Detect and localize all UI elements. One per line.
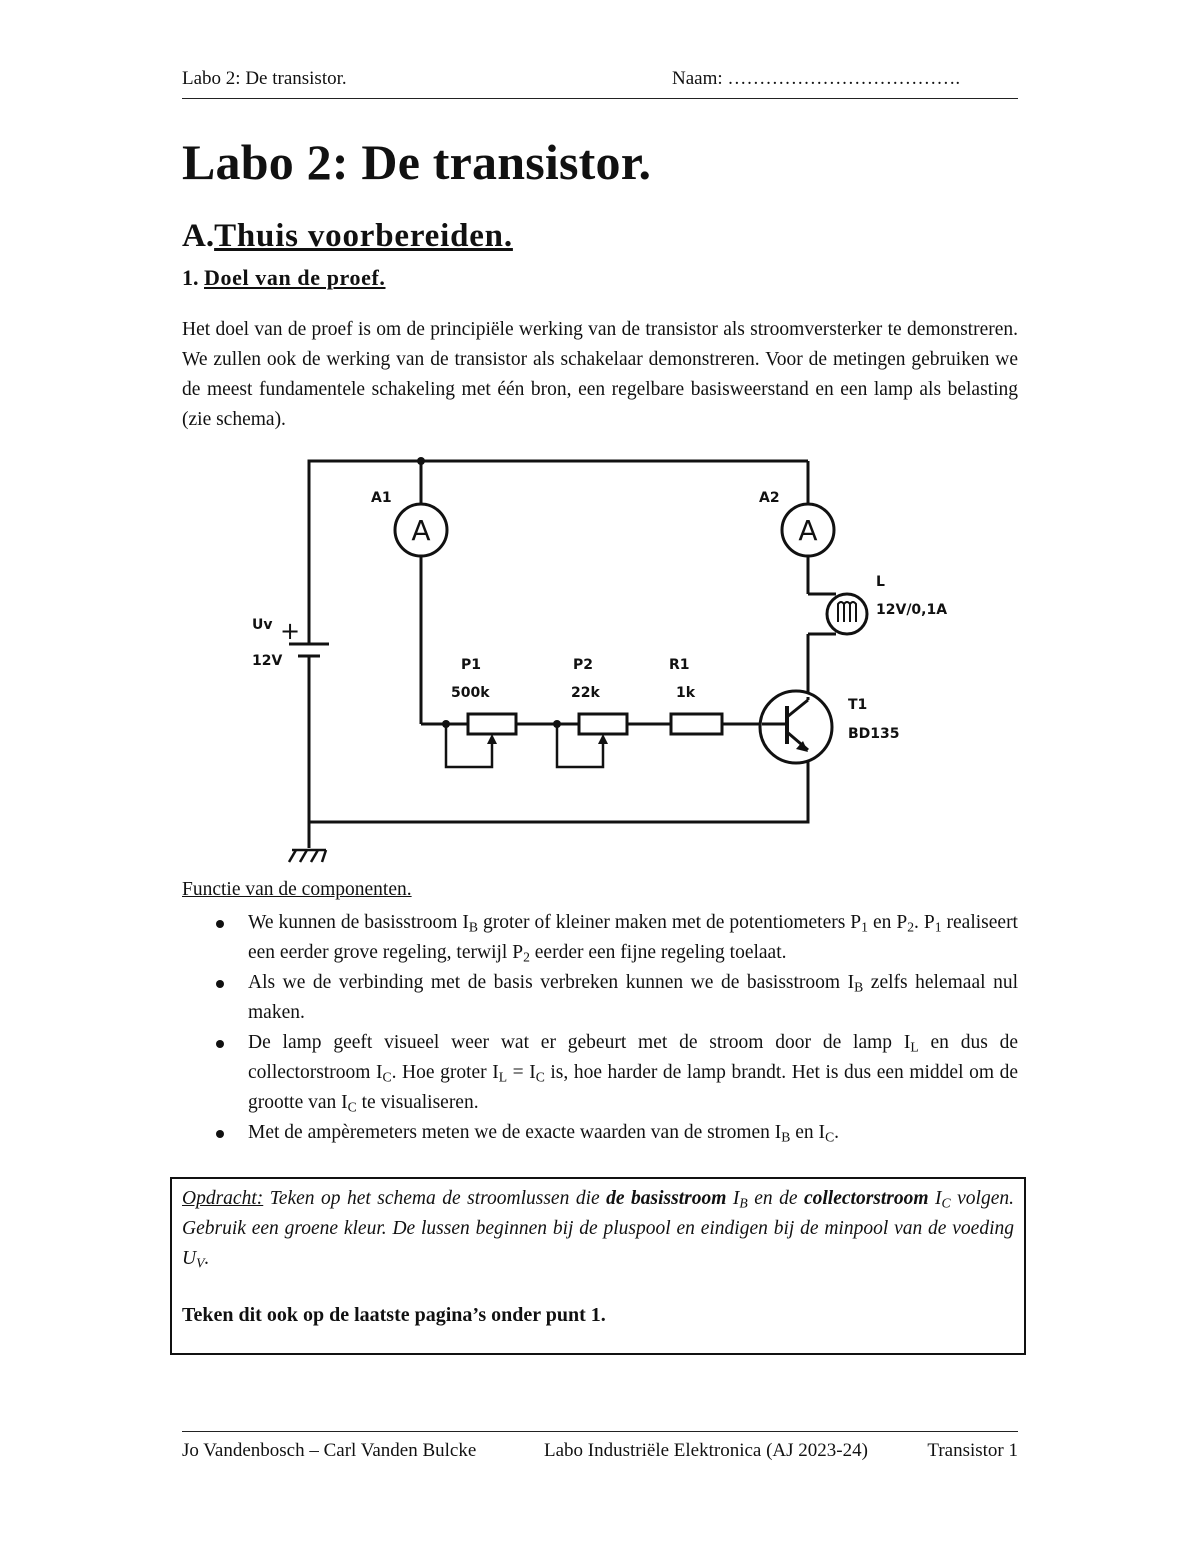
lamp-value: 12V/0,1A bbox=[876, 602, 948, 618]
assignment-text: Opdracht: Teken op het schema de stroomlussen die de basisstroom $I_B$ en de collectorstroom $I_C$ volgen. Gebruik een groene kleur. De lussen beginnen bij de pluspool en eindigen bij de minpool van de voeding $U_V$. bbox=[182, 1188, 1014, 1271]
potentiometer-p2 bbox=[557, 657, 627, 767]
ammeter-a1 bbox=[371, 490, 447, 556]
footer-course: Labo Industriële Elektronica (AJ 2023-24) bbox=[544, 1440, 868, 1461]
page-footer bbox=[182, 1431, 1018, 1472]
ammeter-symbol: A bbox=[411, 514, 431, 547]
bullet-icon bbox=[216, 1130, 224, 1138]
ground-symbol bbox=[289, 850, 326, 862]
r1-value: 1k bbox=[676, 685, 696, 701]
bullet-icon bbox=[216, 920, 224, 928]
functie-heading: Functie van de componenten. bbox=[182, 879, 412, 900]
p2-label: P2 bbox=[573, 657, 594, 673]
assignment-box bbox=[170, 1177, 1026, 1355]
source-label: Uv bbox=[252, 617, 273, 633]
bullet-icon bbox=[216, 980, 224, 988]
list-item: De lamp geeft visueel weer wat er gebeurt met de stroom door de lamp $I_L$ en dus de collectorstroom $I_C$. Hoe groter $I_L = I_C$ is, hoe harder de lamp brandt. Het is dus een middel om de grootte van $I_C$ te visualiseren. bbox=[182, 1028, 1018, 1118]
document-title: Labo 2: De transistor. bbox=[182, 134, 652, 190]
assignment-label: Opdracht: bbox=[182, 1188, 264, 1209]
subsection-title: Doel van de proef. bbox=[204, 265, 386, 290]
potentiometer-p1 bbox=[446, 657, 516, 767]
transistor-t1 bbox=[760, 691, 900, 763]
bullet-icon bbox=[216, 1040, 224, 1048]
circuit-diagram bbox=[240, 452, 960, 872]
circuit-wires bbox=[309, 461, 808, 848]
ammeter-a1-label: A1 bbox=[371, 490, 392, 506]
footer-page: Transistor 1 bbox=[927, 1440, 1018, 1461]
p2-value: 22k bbox=[571, 685, 600, 701]
resistor-r1 bbox=[669, 657, 722, 734]
header-name-field: Naam: ………………………………. bbox=[672, 68, 961, 89]
voltage-source bbox=[252, 617, 329, 669]
subsection-prefix: 1. bbox=[182, 265, 199, 290]
ammeter-symbol: A bbox=[798, 514, 818, 547]
list-item: Met de ampèremeters meten we de exacte waarden van de stromen $I_B$ en $I_C$. bbox=[182, 1118, 1018, 1148]
component-function-list bbox=[182, 908, 1018, 1148]
lamp-l bbox=[808, 574, 947, 634]
plus-sign: + bbox=[279, 617, 301, 645]
t1-label: T1 bbox=[848, 697, 868, 713]
r1-label: R1 bbox=[669, 657, 690, 673]
junction-dot bbox=[417, 457, 425, 465]
header-title: Labo 2: De transistor. bbox=[182, 68, 347, 89]
ammeter-a2 bbox=[759, 490, 834, 556]
section-prefix: A. bbox=[182, 218, 215, 254]
intro-paragraph: Het doel van de proef is om de principiële werking van de transistor als stroomversterker te demonstreren. We zullen ook de werking van de transistor als schakelaar demonstreren. Voor de metingen gebruiken we de meest fundamentele schakeling met één bron, een regelbare basisweerstand en een lamp als belasting (zie schema). bbox=[182, 319, 1018, 430]
list-item: Als we de verbinding met de basis verbreken kunnen we de basisstroom $I_B$ zelfs helemaal nul maken. bbox=[182, 968, 1018, 1028]
p1-value: 500k bbox=[451, 685, 490, 701]
section-heading-a bbox=[182, 218, 513, 255]
ammeter-a2-label: A2 bbox=[759, 490, 780, 506]
subsection-heading-1 bbox=[182, 265, 386, 291]
section-title: Thuis voorbereiden. bbox=[214, 218, 513, 254]
footer-authors: Jo Vandenbosch – Carl Vanden Bulcke bbox=[182, 1440, 477, 1461]
t1-value: BD135 bbox=[848, 726, 900, 742]
p1-label: P1 bbox=[461, 657, 482, 673]
lamp-label: L bbox=[876, 574, 885, 590]
source-value: 12V bbox=[252, 653, 283, 669]
assignment-note: Teken dit ook op de laatste pagina’s onder punt 1. bbox=[182, 1304, 606, 1326]
page-header bbox=[182, 68, 1018, 99]
list-item: We kunnen de basisstroom $I_B$ groter of kleiner maken met de potentiometers $P_1$ en $P_2$. $P_1$ realiseert een eerder grove regeling, terwijl $P_2$ eerder een fijne regeling toelaat. bbox=[182, 908, 1018, 968]
